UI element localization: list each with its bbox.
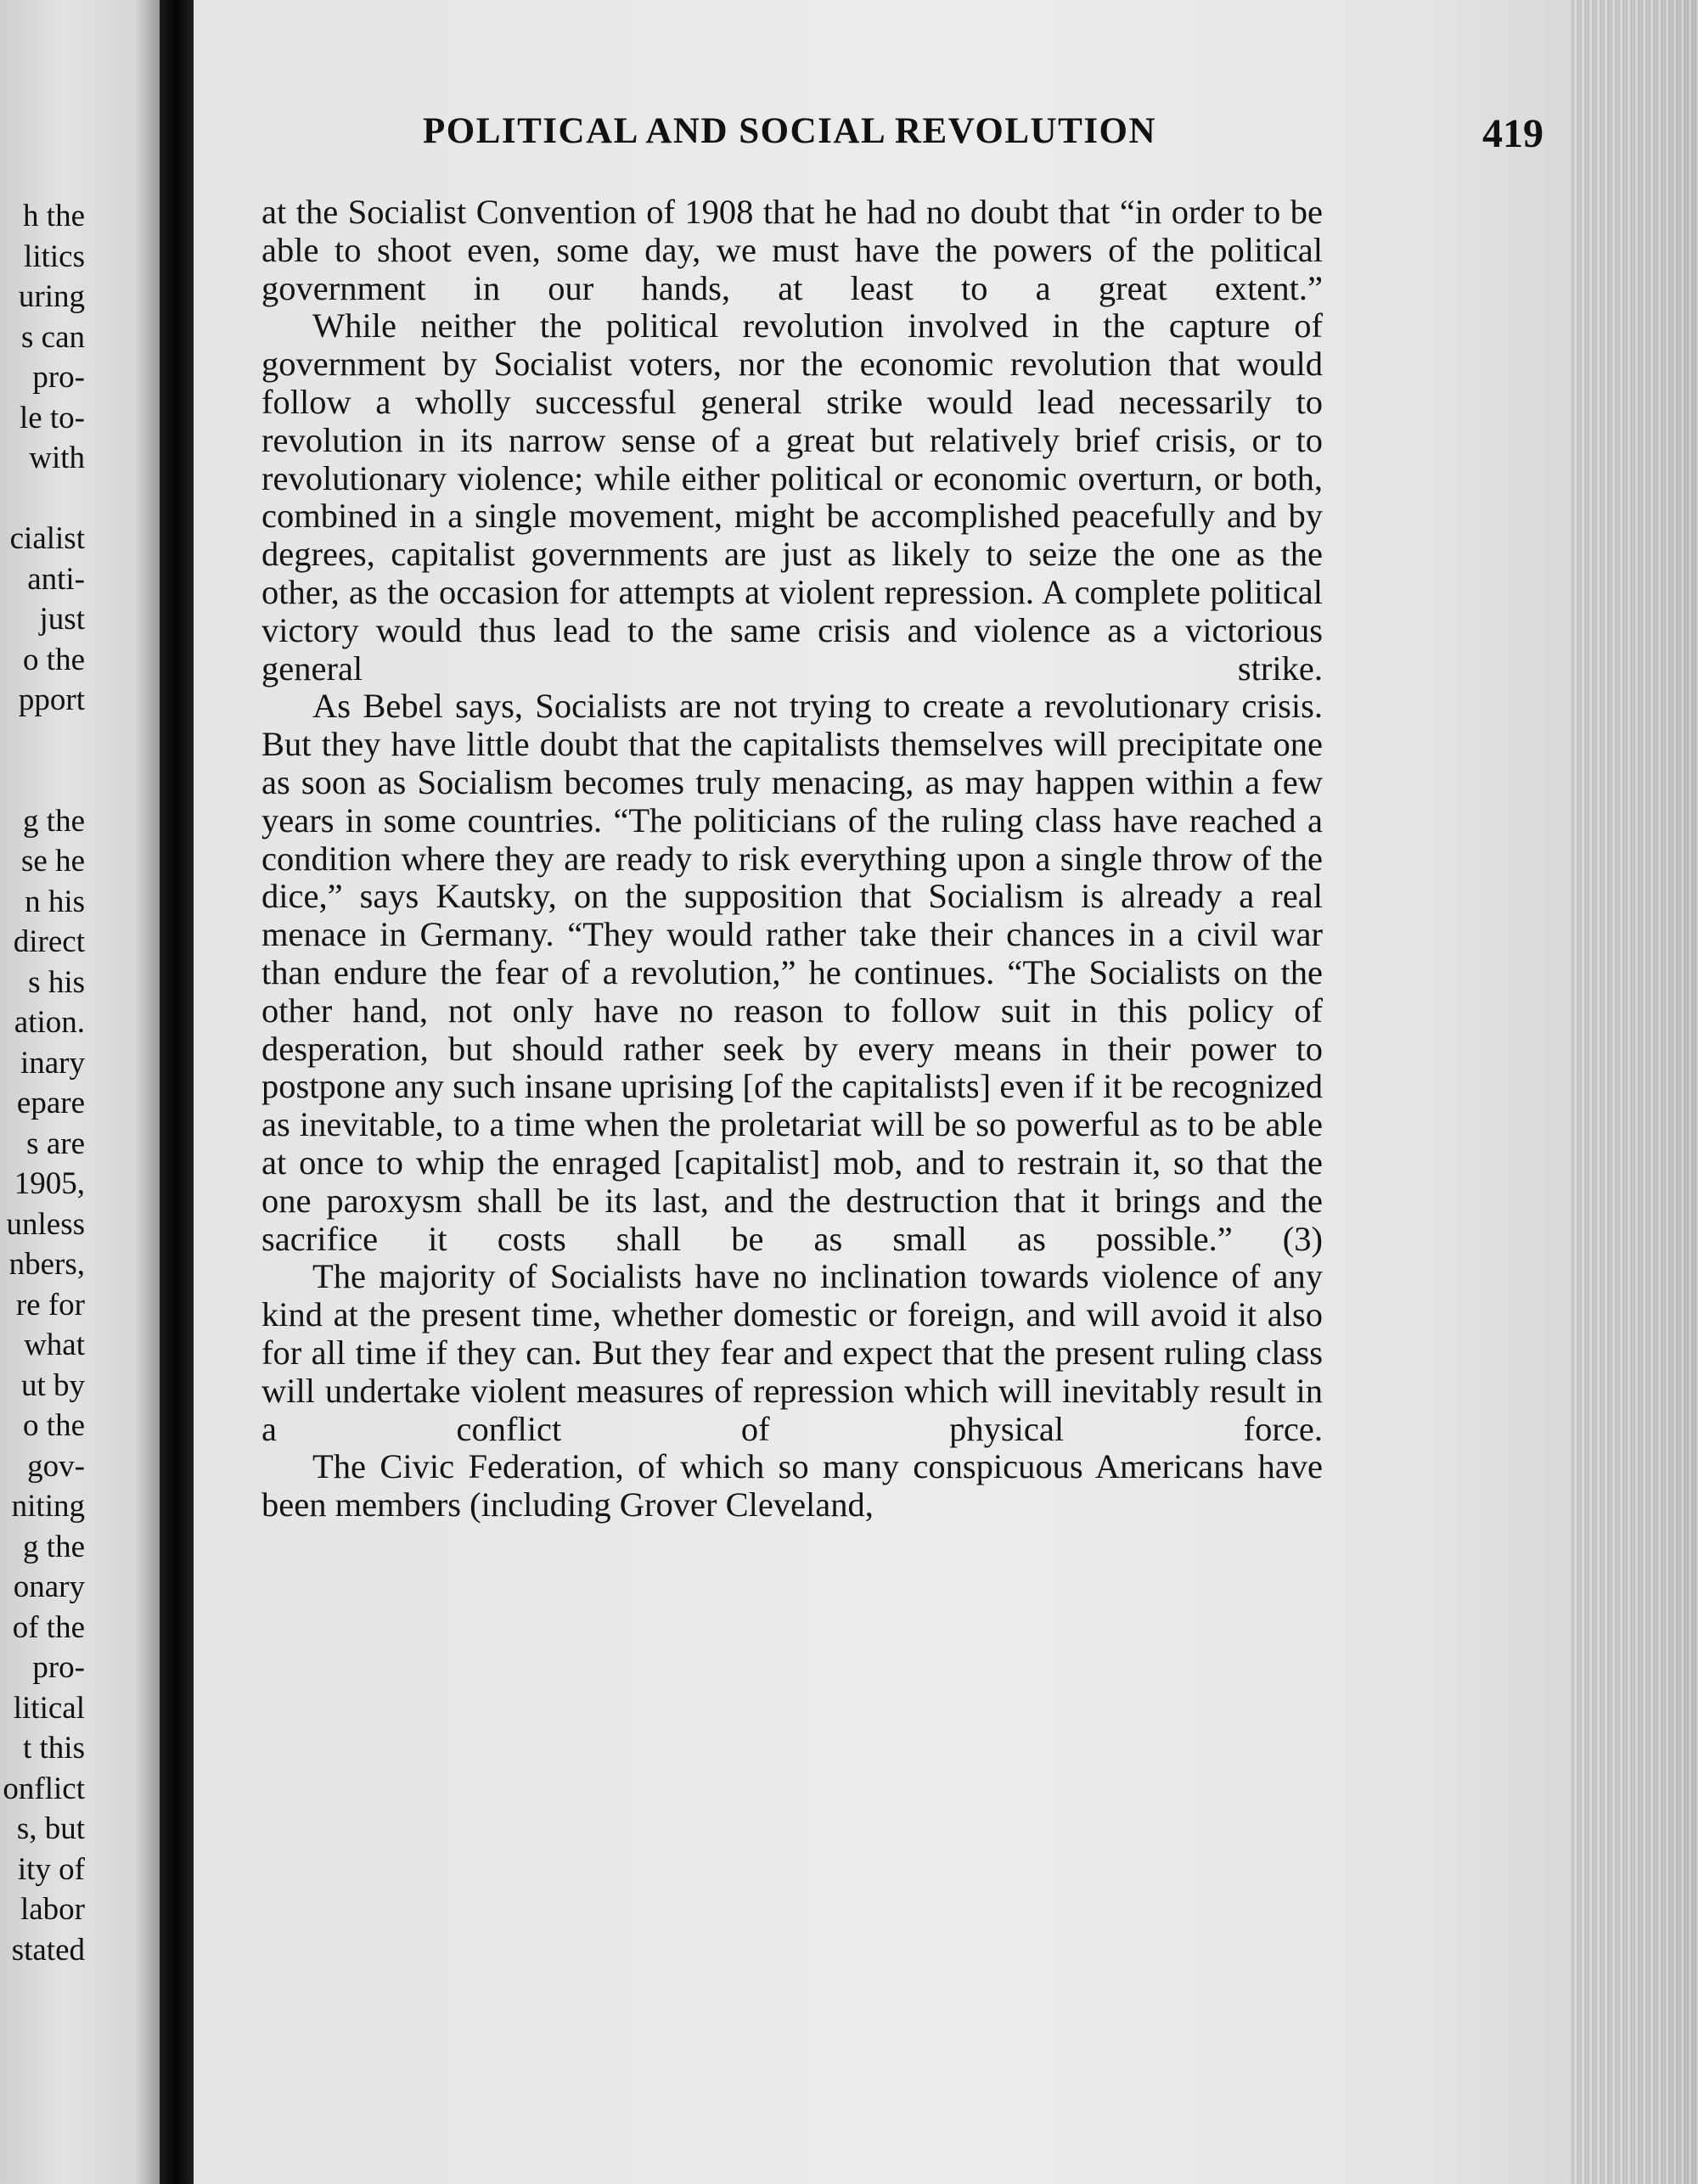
left-page-line: t this [23,1731,85,1766]
left-page-line: s, but [16,1811,85,1846]
left-page-line: re for [15,1287,85,1322]
paragraph: The Civic Federation, of which so many conspicuous Americans have been members (including Grover Cleveland, [261,1447,1323,1524]
left-page-line: s his [28,964,85,1000]
left-page-line: g the [23,803,85,839]
right-page [194,0,1698,2184]
left-page-line: s can [21,319,85,355]
left-page-line: just [39,602,85,637]
left-page-line: onflict [3,1771,85,1806]
left-page-line: niting [11,1489,85,1524]
left-page-line: s are [26,1126,85,1161]
running-head [423,110,1543,170]
left-page-line: labor [20,1892,85,1927]
left-page-line: o the [23,1408,85,1443]
left-page-line: what [24,1328,85,1362]
running-title: POLITICAL AND SOCIAL REVOLUTION [423,111,1157,151]
page-number: 419 [1482,111,1543,156]
page-edge [1571,0,1698,2184]
left-page-line: pro- [32,1650,85,1685]
left-page-line: onary [13,1569,85,1604]
left-page-line: se he [21,844,85,879]
left-page [0,0,160,2184]
paragraph: at the Socialist Convention of 1908 that he had no doubt that “in order to be able to shoot even, some day, we must have the powers of the political government in our hands, at least to a great extent.” [261,193,1323,307]
left-page-line: pport [18,682,85,717]
left-page-line: ut by [20,1367,85,1403]
left-page-line: unless [6,1206,85,1242]
left-page-line: 1905, [14,1166,85,1201]
left-page-line: litics [24,239,85,274]
left-page-line: nbers, [8,1247,85,1282]
left-page-line: pro- [32,360,85,395]
paragraph: While neither the political revolution involved in the capture of government by Socialist voters, nor the economic revolution that would follow a wholly successful general strike would lead necessarily to revolution in its narrow sense of a great but relatively brief crisis, or to revolutionary violence; while either political or economic overturn, or both, combined in a single movement, might be accomplished peacefully and by degrees, capitalist governments are just as likely to seize the one as the other, as the occasion for attempts at violent repression. A complete political victory would thus lead to the same crisis and violence as a victorious general strike. [261,306,1323,688]
left-page-line: anti- [27,561,85,597]
left-page-line: ation. [14,1005,85,1040]
left-page-line: cialist [9,521,85,556]
left-page-line: direct [13,924,85,959]
left-page-line: with [29,441,85,475]
left-page-line: of the [12,1609,85,1645]
left-page-line: gov- [27,1448,85,1484]
left-page-line: g the [23,1529,85,1564]
paragraph: The majority of Socialists have no inclination towards violence of any kind at the present time, whether domestic or foreign, and will avoid it also for all time if they can. But they fear and expect that the present ruling class will undertake violent measures of repression which will inevitably result in a conflict of physical force. [261,1257,1323,1448]
left-page-line: n his [25,884,85,919]
body-text [261,194,1323,1524]
left-page-line: litical [13,1690,85,1726]
book-gutter [160,0,194,2184]
left-page-line: uring [18,279,85,314]
left-page-line: stated [11,1932,85,1968]
left-page-line: h the [23,199,85,233]
paragraph: As Bebel says, Socialists are not trying to create a revolutionary crisis. But they have little doubt that the capitalists themselves will precipitate one as soon as Socialism becomes truly menacing, as may happen within a few years in some countries. “The politicians of the ruling class have reached a condition where they are ready to risk everything upon a single throw of the dice,” says Kautsky, on the supposition that Socialism is already a real menace in Germany. “They would rather take their chances in a civil war than endure the fear of a revolution,” he continues. “The Socialists on the other hand, not only have no reason to follow suit in this policy of desperation, but should rather seek by every means in their power to postpone any such insane uprising [of the capitalists] even if it be recognized as inevitable, to a time when the proletariat will be so powerful as to be able at once to whip the enraged [capitalist] mob, and to restrain it, so that the one paroxysm shall be its last, and the destruction that it brings and the sacrifice it costs shall be as small as possible.” (3) [261,687,1323,1258]
left-page-line: ity of [17,1851,85,1887]
left-page-line: inary [20,1045,85,1081]
left-page-line: epare [16,1086,85,1120]
left-page-line: o the [23,642,85,677]
left-page-line: le to- [19,400,85,435]
